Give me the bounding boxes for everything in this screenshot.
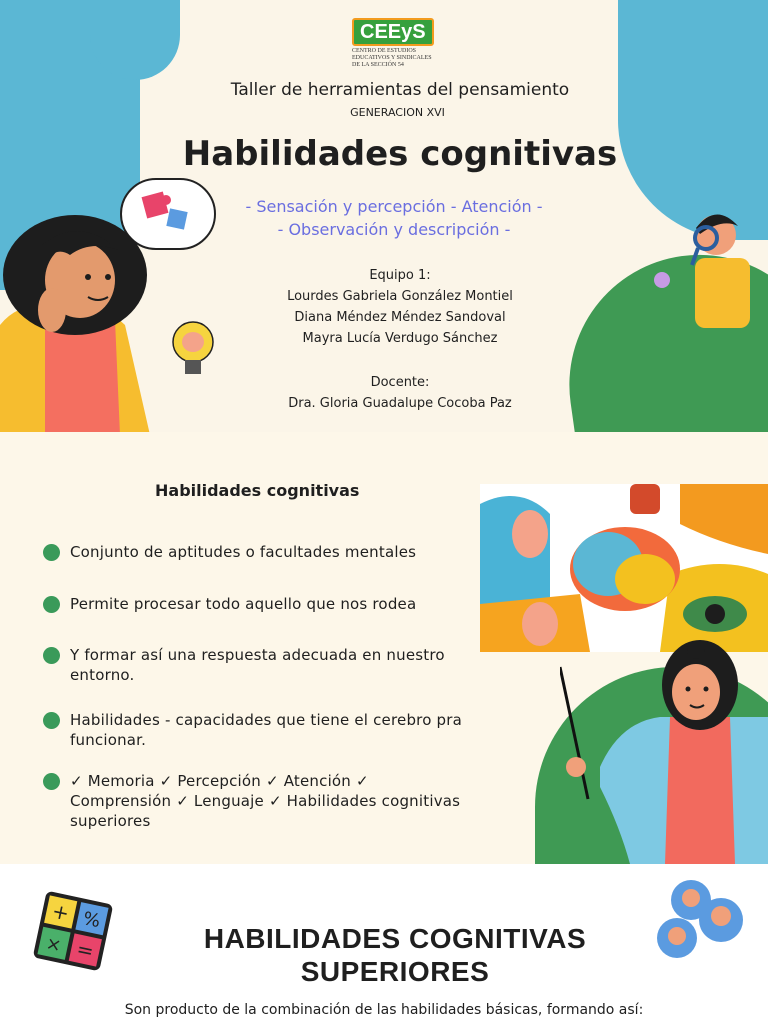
bullet-dot-icon [43, 544, 60, 561]
list-item-text: Permite procesar todo aquello que nos rodea [70, 595, 417, 613]
logo-wordmark: CEEyS [352, 18, 434, 46]
page-title: Habilidades cognitivas [182, 134, 618, 174]
generation-label: GENERACION XVI [350, 106, 445, 119]
list-item [43, 771, 463, 831]
section-title: Habilidades cognitivas [155, 481, 360, 500]
definition-slide [0, 432, 768, 864]
list-item [43, 594, 463, 614]
list-item [43, 710, 463, 750]
girl-thinking-illustration [0, 205, 170, 432]
bullet-dot-icon [43, 773, 60, 790]
decorative-blob [90, 0, 180, 80]
cover-slide [0, 0, 768, 432]
teacher-name: Dra. Gloria Guadalupe Cocoba Paz [288, 396, 512, 411]
teacher-label: Docente: [370, 375, 430, 390]
list-item-text: ✓ Memoria ✓ Percepción ✓ Atención ✓ Comprensión ✓ Lenguaje ✓ Habilidades cognitivas superiores [70, 772, 461, 830]
svg-text:×: × [44, 932, 64, 957]
topics-line-1: - Sensación y percepción - Atención - [245, 197, 543, 216]
ceeys-logo [352, 18, 440, 69]
list-item-text: Y formar así una respuesta adecuada en nuestro entorno. [70, 646, 445, 684]
workshop-title: Taller de herramientas del pensamiento [230, 80, 570, 100]
svg-text:%: % [81, 908, 103, 933]
topics-line-2: - Observación y descripción - [277, 220, 511, 239]
list-item-text: Habilidades - capacidades que tiene el cerebro pra funcionar. [70, 711, 463, 749]
people-circles-illustration [655, 878, 745, 964]
bullet-dot-icon [43, 647, 60, 664]
section-heading [0, 922, 768, 988]
boy-magnifier-illustration [640, 190, 760, 330]
team-label: Equipo 1: [369, 268, 431, 283]
heading-line-1: HABILIDADES COGNITIVAS [203, 923, 587, 954]
section-subtitle: Son producto de la combinación de las habilidades básicas, formando así: [124, 1002, 644, 1018]
svg-text:=: = [74, 936, 97, 964]
list-item [43, 542, 463, 562]
higher-skills-slide [0, 864, 768, 1024]
list-item-text: Conjunto de aptitudes o facultades mentales [70, 543, 417, 561]
lightbulb-brain-icon [170, 320, 216, 380]
list-item [43, 645, 463, 685]
team-member: Mayra Lucía Verdugo Sánchez [302, 331, 498, 346]
logo-caption: CENTRO DE ESTUDIOS EDUCATIVOS Y SINDICALES DE LA SECCIÓN 54 [352, 48, 432, 68]
heading-line-2: SUPERIORES [300, 956, 490, 987]
svg-text:+: + [49, 898, 72, 926]
teacher-pointer-illustration [560, 627, 768, 864]
bullet-dot-icon [43, 596, 60, 613]
team-member: Diana Méndez Méndez Sandoval [294, 310, 506, 325]
team-member: Lourdes Gabriela González Montiel [287, 289, 513, 304]
bullet-dot-icon [43, 712, 60, 729]
